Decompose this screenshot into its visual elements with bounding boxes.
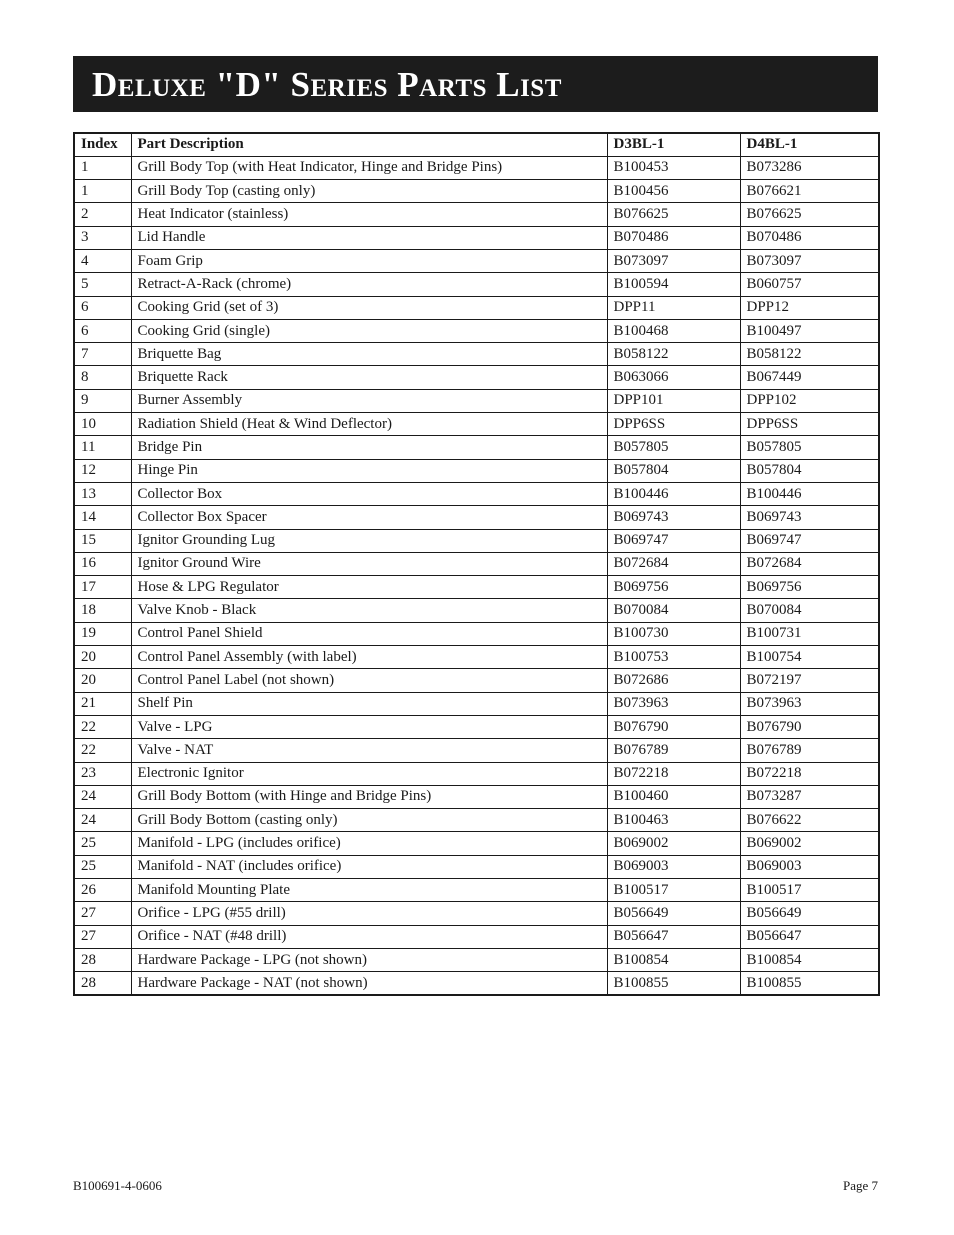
d3bl-1-part-cell: B069003 [607,855,740,878]
d4bl-1-part-cell: B073963 [740,692,879,715]
index-cell: 1 [74,180,131,203]
d4bl-1-part-cell: B072218 [740,762,879,785]
part-description-cell: Shelf Pin [131,692,607,715]
parts-table-body [74,156,879,995]
index-cell: 4 [74,249,131,272]
part-description-cell: Briquette Rack [131,366,607,389]
d3bl-1-part-cell: B100453 [607,156,740,179]
table-row [74,925,879,948]
part-description-cell: Bridge Pin [131,436,607,459]
d3bl-1-part-cell: B072684 [607,552,740,575]
part-description-cell: Valve - NAT [131,739,607,762]
d4bl-1-part-cell: B100517 [740,879,879,902]
index-cell: 23 [74,762,131,785]
part-description-cell: Orifice - NAT (#48 drill) [131,925,607,948]
table-row [74,389,879,412]
d3bl-1-part-cell: B100468 [607,319,740,342]
part-description-cell: Hardware Package - LPG (not shown) [131,948,607,971]
table-row [74,552,879,575]
d3bl-1-part-cell: B070084 [607,599,740,622]
index-cell: 24 [74,785,131,808]
index-cell: 11 [74,436,131,459]
d4bl-1-part-cell: B058122 [740,343,879,366]
table-row [74,413,879,436]
d4bl-1-part-cell: B072197 [740,669,879,692]
d3bl-1-part-cell: B057804 [607,459,740,482]
part-description-cell: Foam Grip [131,249,607,272]
d3bl-1-part-cell: B058122 [607,343,740,366]
index-cell: 1 [74,156,131,179]
d4bl-1-part-cell: B067449 [740,366,879,389]
d4bl-1-part-cell: B069002 [740,832,879,855]
d3bl-1-part-cell: B072686 [607,669,740,692]
index-cell: 17 [74,576,131,599]
d4bl-1-part-cell: DPP12 [740,296,879,319]
d4bl-1-part-cell: B070084 [740,599,879,622]
d3bl-1-part-cell: B056649 [607,902,740,925]
index-cell: 14 [74,506,131,529]
part-description-cell: Briquette Bag [131,343,607,366]
table-row [74,622,879,645]
index-cell: 6 [74,296,131,319]
d4bl-1-part-cell: B057804 [740,459,879,482]
d4bl-1-part-cell: B100854 [740,948,879,971]
d4bl-1-part-cell: B069756 [740,576,879,599]
d3bl-1-part-cell: B076790 [607,715,740,738]
part-description-cell: Electronic Ignitor [131,762,607,785]
table-row [74,366,879,389]
d3bl-1-part-cell: B057805 [607,436,740,459]
index-cell: 9 [74,389,131,412]
table-row [74,482,879,505]
index-cell: 24 [74,809,131,832]
d4bl-1-part-cell: B100497 [740,319,879,342]
part-description-cell: Burner Assembly [131,389,607,412]
table-row [74,902,879,925]
d3bl-1-part-cell: B072218 [607,762,740,785]
d3bl-1-part-cell: DPP101 [607,389,740,412]
index-cell: 27 [74,925,131,948]
d3bl-1-part-cell: B100854 [607,948,740,971]
index-cell: 22 [74,739,131,762]
d4bl-1-part-cell: B056649 [740,902,879,925]
table-row [74,739,879,762]
part-description-cell: Retract-A-Rack (chrome) [131,273,607,296]
table-row [74,529,879,552]
part-description-cell: Control Panel Shield [131,622,607,645]
part-description-cell: Ignitor Ground Wire [131,552,607,575]
d4bl-1-part-cell: B057805 [740,436,879,459]
part-description-cell: Cooking Grid (single) [131,319,607,342]
title-bar [73,56,878,112]
d4bl-1-part-cell: B100731 [740,622,879,645]
index-cell: 8 [74,366,131,389]
d3bl-1-part-cell: B069743 [607,506,740,529]
page-title: Deluxe "D" Series Parts List [92,64,562,104]
table-row [74,273,879,296]
table-row [74,249,879,272]
d3bl-1-part-cell: B073963 [607,692,740,715]
table-row [74,343,879,366]
index-cell: 7 [74,343,131,366]
part-description-cell: Collector Box Spacer [131,506,607,529]
d4bl-1-part-cell: B069003 [740,855,879,878]
index-cell: 3 [74,226,131,249]
d4bl-1-part-cell: B073286 [740,156,879,179]
index-cell: 20 [74,669,131,692]
index-cell: 28 [74,972,131,995]
table-row [74,879,879,902]
part-description-cell: Radiation Shield (Heat & Wind Deflector) [131,413,607,436]
part-description-cell: Orifice - LPG (#55 drill) [131,902,607,925]
column-header-d4bl-1: D4BL-1 [740,133,879,156]
index-cell: 12 [74,459,131,482]
index-cell: 21 [74,692,131,715]
index-cell: 6 [74,319,131,342]
index-cell: 5 [74,273,131,296]
part-description-cell: Collector Box [131,482,607,505]
d4bl-1-part-cell: B060757 [740,273,879,296]
part-description-cell: Control Panel Label (not shown) [131,669,607,692]
d3bl-1-part-cell: B056647 [607,925,740,948]
d4bl-1-part-cell: B076625 [740,203,879,226]
index-cell: 19 [74,622,131,645]
d3bl-1-part-cell: B100446 [607,482,740,505]
table-row [74,576,879,599]
d3bl-1-part-cell: B100855 [607,972,740,995]
part-description-cell: Grill Body Bottom (with Hinge and Bridge Pins) [131,785,607,808]
table-row [74,762,879,785]
table-row [74,459,879,482]
d3bl-1-part-cell: DPP6SS [607,413,740,436]
column-header-index: Index [74,133,131,156]
index-cell: 25 [74,832,131,855]
index-cell: 25 [74,855,131,878]
table-row [74,785,879,808]
table-row [74,669,879,692]
d4bl-1-part-cell: B056647 [740,925,879,948]
index-cell: 10 [74,413,131,436]
d4bl-1-part-cell: B076621 [740,180,879,203]
index-cell: 20 [74,646,131,669]
d4bl-1-part-cell: B100754 [740,646,879,669]
d3bl-1-part-cell: B100463 [607,809,740,832]
d4bl-1-part-cell: B070486 [740,226,879,249]
d3bl-1-part-cell: B069747 [607,529,740,552]
d3bl-1-part-cell: B100460 [607,785,740,808]
page-number: Page 7 [842,1178,878,1193]
table-row [74,180,879,203]
d3bl-1-part-cell: B100456 [607,180,740,203]
d3bl-1-part-cell: B100753 [607,646,740,669]
part-description-cell: Hardware Package - NAT (not shown) [131,972,607,995]
d4bl-1-part-cell: B073097 [740,249,879,272]
table-row [74,319,879,342]
index-cell: 15 [74,529,131,552]
d4bl-1-part-cell: B069747 [740,529,879,552]
table-row [74,855,879,878]
d3bl-1-part-cell: B070486 [607,226,740,249]
table-row [74,692,879,715]
part-description-cell: Valve - LPG [131,715,607,738]
d4bl-1-part-cell: B076622 [740,809,879,832]
d3bl-1-part-cell: B069002 [607,832,740,855]
table-row [74,156,879,179]
column-header-d3bl-1: D3BL-1 [607,133,740,156]
d4bl-1-part-cell: B076789 [740,739,879,762]
d4bl-1-part-cell: B072684 [740,552,879,575]
document-number: B100691-4-0606 [73,1178,162,1193]
table-row [74,948,879,971]
table-row [74,203,879,226]
d4bl-1-part-cell: B100855 [740,972,879,995]
table-row [74,506,879,529]
column-header-part-description: Part Description [131,133,607,156]
table-row [74,296,879,319]
part-description-cell: Grill Body Top (casting only) [131,180,607,203]
index-cell: 27 [74,902,131,925]
index-cell: 16 [74,552,131,575]
index-cell: 26 [74,879,131,902]
part-description-cell: Hinge Pin [131,459,607,482]
table-row [74,972,879,995]
d3bl-1-part-cell: B100730 [607,622,740,645]
d3bl-1-part-cell: B069756 [607,576,740,599]
part-description-cell: Grill Body Top (with Heat Indicator, Hinge and Bridge Pins) [131,156,607,179]
part-description-cell: Hose & LPG Regulator [131,576,607,599]
d3bl-1-part-cell: B076789 [607,739,740,762]
d3bl-1-part-cell: B073097 [607,249,740,272]
d3bl-1-part-cell: B100517 [607,879,740,902]
table-header-row [74,133,879,156]
part-description-cell: Grill Body Bottom (casting only) [131,809,607,832]
d3bl-1-part-cell: B063066 [607,366,740,389]
d3bl-1-part-cell: B076625 [607,203,740,226]
d4bl-1-part-cell: B073287 [740,785,879,808]
part-description-cell: Lid Handle [131,226,607,249]
part-description-cell: Manifold - LPG (includes orifice) [131,832,607,855]
part-description-cell: Heat Indicator (stainless) [131,203,607,226]
table-row [74,226,879,249]
d4bl-1-part-cell: B076790 [740,715,879,738]
table-row [74,809,879,832]
table-row [74,715,879,738]
index-cell: 13 [74,482,131,505]
d4bl-1-part-cell: B069743 [740,506,879,529]
d3bl-1-part-cell: DPP11 [607,296,740,319]
part-description-cell: Cooking Grid (set of 3) [131,296,607,319]
table-row [74,436,879,459]
index-cell: 2 [74,203,131,226]
d4bl-1-part-cell: DPP6SS [740,413,879,436]
part-description-cell: Manifold Mounting Plate [131,879,607,902]
part-description-cell: Control Panel Assembly (with label) [131,646,607,669]
table-row [74,599,879,622]
parts-table [73,132,880,996]
d4bl-1-part-cell: B100446 [740,482,879,505]
index-cell: 18 [74,599,131,622]
d3bl-1-part-cell: B100594 [607,273,740,296]
table-row [74,832,879,855]
index-cell: 22 [74,715,131,738]
part-description-cell: Manifold - NAT (includes orifice) [131,855,607,878]
table-row [74,646,879,669]
index-cell: 28 [74,948,131,971]
part-description-cell: Valve Knob - Black [131,599,607,622]
d4bl-1-part-cell: DPP102 [740,389,879,412]
part-description-cell: Ignitor Grounding Lug [131,529,607,552]
